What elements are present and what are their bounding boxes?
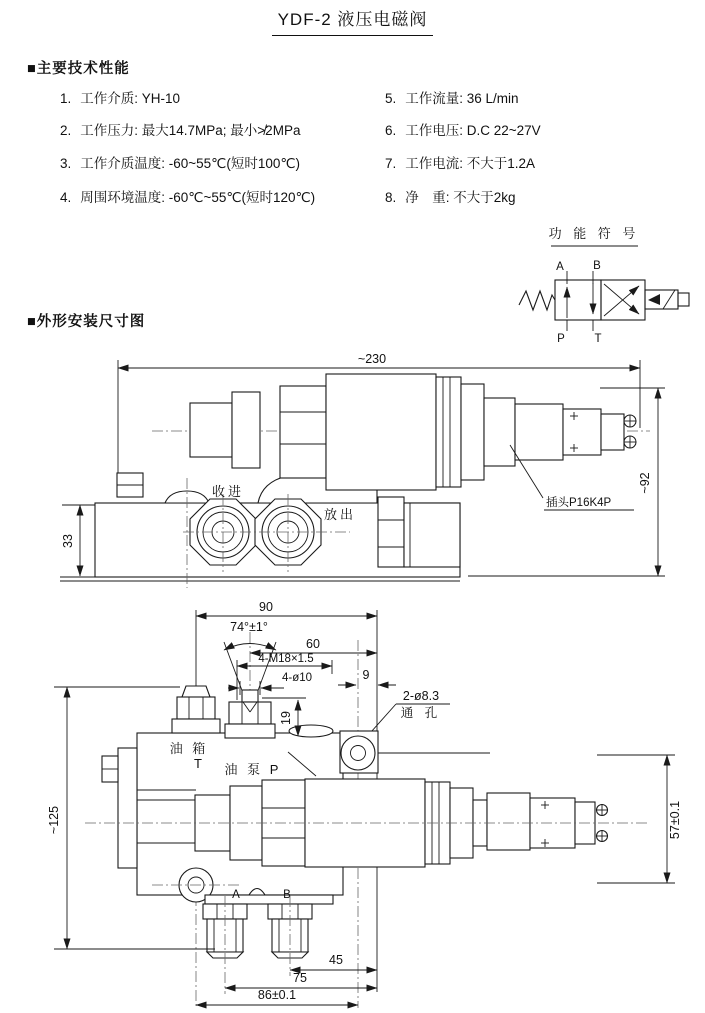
spec-text: 工作介质: YH-10 [80,91,181,106]
plug-body [487,793,530,850]
spec-item-7 [385,152,535,172]
spec-text: 周围环境温度: -60℃~55℃(短时120℃) [80,190,316,205]
solenoid-arrowhead [648,294,660,305]
adapter [484,398,515,466]
pump-fitting-collar [225,724,275,738]
spec-text: 工作流量: 36 L/min [405,91,519,106]
outline-heading: ■外形安装尺寸图 [27,314,146,330]
spec-item-6 [385,119,541,139]
note-through-holes-2: 通 孔 [400,706,442,720]
spec-num: 8. [385,190,397,205]
spec-num: 2. [60,123,72,138]
dim-9: 9 [362,668,370,682]
spec-num: 3. [60,156,72,171]
port-label-t: T [594,333,602,345]
dim-33: 33 [61,534,75,548]
dim-92: ~92 [638,472,652,494]
dim-90: 90 [259,600,273,614]
dim-angle: 74°±1° [230,620,268,634]
mount-plate [461,384,484,480]
spec-item-4 [60,186,315,206]
dim-19: 19 [279,711,293,725]
port-label-p: P [557,333,565,345]
spec-num: 5. [385,91,397,106]
dim-86: 86±0.1 [257,988,297,1002]
end-cap [190,403,232,457]
spec-num: 6. [385,123,397,138]
spec-item-3 [60,152,300,172]
spec-text: 工作电压: D.C 22~27V [405,123,541,138]
pump-fitting-hex [229,702,271,724]
spec-item-5 [385,87,519,107]
port-label-b: B [593,260,601,272]
spec-num: 4. [60,190,72,205]
solenoid-tail [678,293,689,306]
note-thread: 4-M18×1.5 [258,653,314,665]
spec-text: 工作介质温度: -60~55℃(短时100℃) [80,156,301,171]
label-plug: 插头P16K4P [546,497,612,509]
hex-nut [280,386,326,478]
dim-75: 75 [293,971,307,985]
port-plate [205,895,333,904]
label-tank-port: T [194,756,202,771]
dim-57: 57±0.1 [668,800,682,840]
side-bracket [118,748,137,868]
spec-num: 7. [385,156,397,171]
spec-text: 净 重: 不大于2kg [405,190,516,205]
note-holes-10: 4-ø10 [281,672,313,684]
dim-230: ~230 [357,352,387,366]
page-title-text: YDF-2 液压电磁阀 [272,5,434,36]
note-through-holes: 2-ø8.3 [402,689,440,703]
solenoid-slash [663,290,675,309]
dim-60: 60 [306,637,320,651]
cross-flow-arrow-1 [604,286,639,316]
valve-position-left [555,280,601,320]
plug-end [601,414,624,450]
flange [232,392,260,468]
page-title [0,5,705,36]
tank-fitting-collar [172,719,220,733]
spec-item-2 [60,119,300,139]
pump-fitting-tip [242,690,258,702]
outline-drawing-front-view [0,600,705,1013]
port-label-b: B [283,889,291,901]
outlet-hex [378,497,404,567]
tank-fitting-cap [182,686,210,697]
cross-flow-arrow-2 [604,284,639,314]
dim-45: 45 [329,953,343,967]
outline-drawing-side-view [0,340,705,600]
spec-text: 工作压力: 最大14.7MPa; 最小≯2MPa [80,123,301,138]
coil-rings [436,377,461,487]
label-tank: 油 箱 [169,741,209,756]
spec-text: 工作电流: 不大于1.2A [405,156,536,171]
through-hole-outer [341,736,375,770]
label-pump: 油 泵 P [224,762,282,777]
specs-heading: ■主要技术性能 [27,61,130,77]
tank-fitting-hex [177,697,215,719]
port-label-a: A [232,889,240,901]
plug-body [515,404,563,460]
function-symbol-title: 功 能 符 号 [548,226,640,241]
spec-num: 1. [60,91,72,106]
function-symbol-diagram [503,218,703,346]
port-label-a: A [556,261,564,273]
spec-item-1 [60,87,180,107]
spring-icon [519,291,555,310]
spec-item-8 [385,186,516,206]
plug-mid [563,409,601,455]
label-port-out: 放出 [323,507,357,522]
dim-125: ~125 [47,805,61,835]
outlet-block [404,503,460,567]
label-port-in: 收进 [211,484,245,499]
coil-body [326,374,436,490]
top-pad [289,725,333,737]
